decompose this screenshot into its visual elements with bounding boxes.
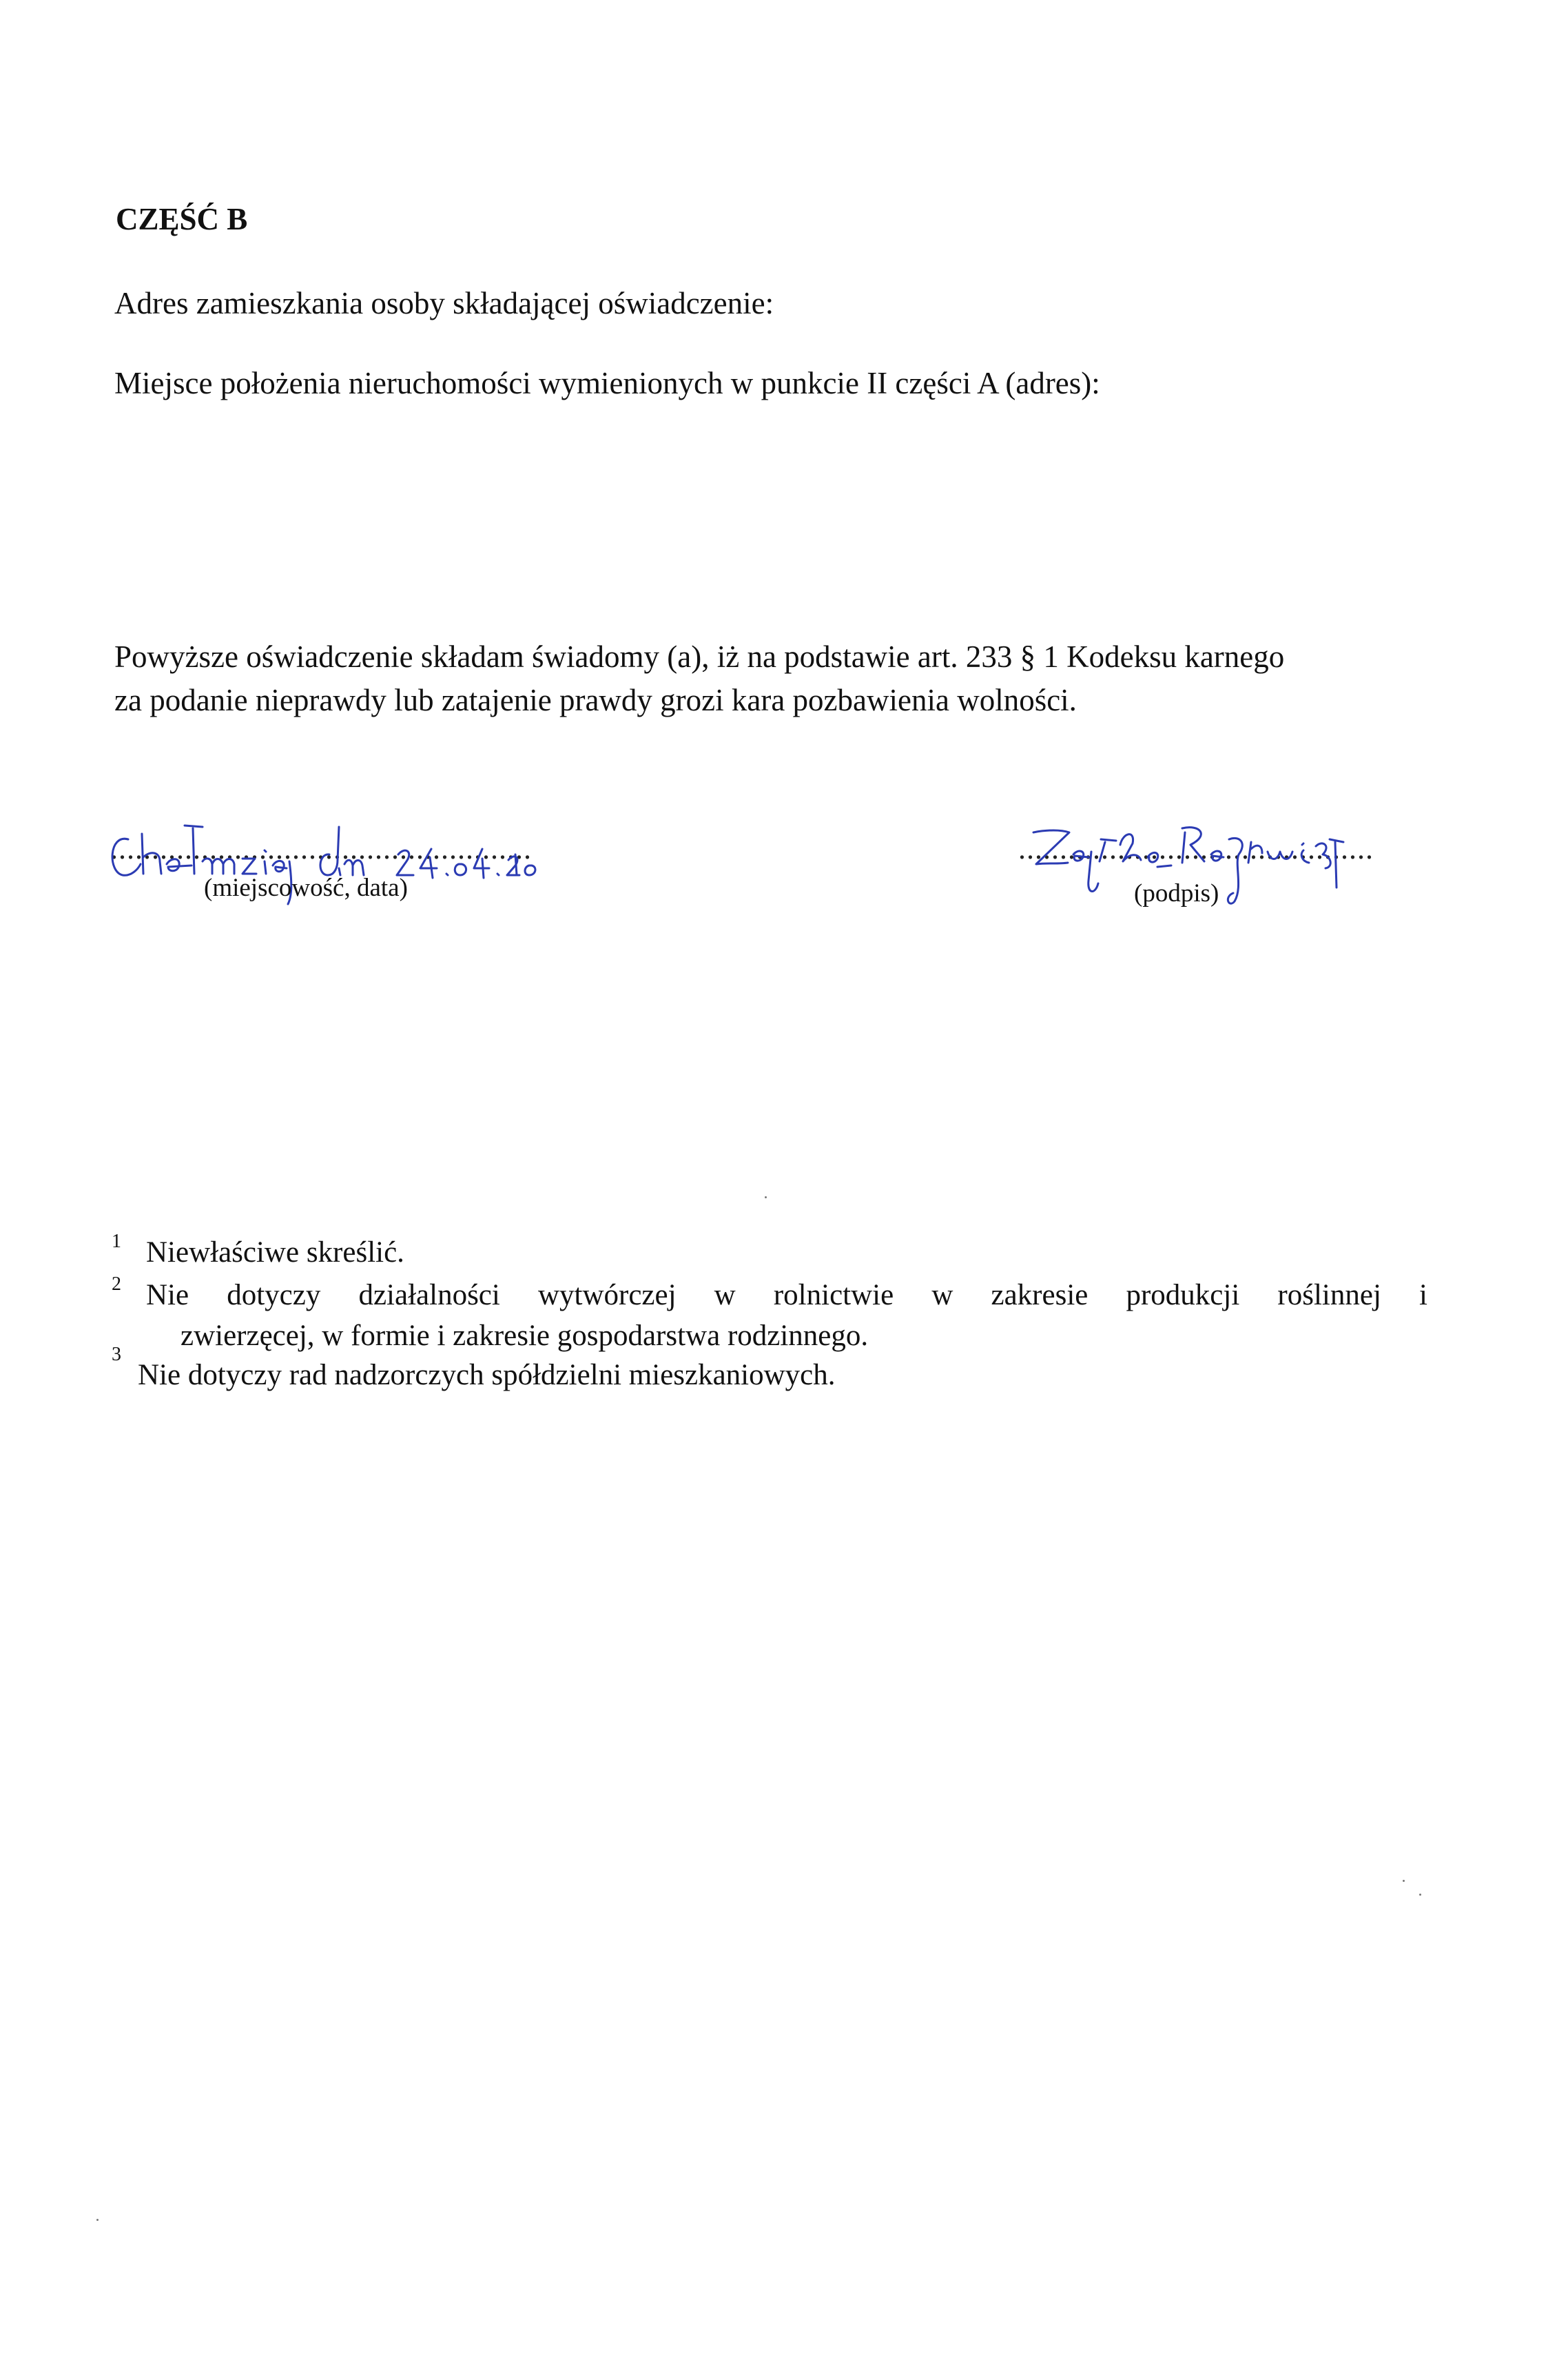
footnote-word: rolnictwie xyxy=(773,1279,894,1311)
signature-caption: (podpis) xyxy=(1134,879,1219,908)
footnote-word: w xyxy=(714,1279,736,1311)
footnote-3-number: 3 xyxy=(112,1344,121,1365)
statement-line-1: Powyższe oświadczenie składam świadomy (a), iż na podstawie art. 233 § 1 Kodeksu karnego xyxy=(114,639,1285,674)
footnote-word: działalności xyxy=(358,1279,500,1311)
footnote-2-continuation: zwierzęcej, w formie i zakresie gospodarstwa rodzinnego. xyxy=(180,1320,869,1352)
signature-dotted-line: ........................................... xyxy=(1018,832,1374,865)
footnote-word: produkcji xyxy=(1126,1279,1240,1311)
scan-speck xyxy=(765,1196,767,1198)
statement-line-2: za podanie nieprawdy lub zatajenie prawdy grozi kara pozbawienia wolności. xyxy=(114,683,1077,717)
footnote-word: i xyxy=(1419,1279,1427,1311)
place-date-caption: (miejscowość, data) xyxy=(204,874,408,902)
footnote-2-number: 2 xyxy=(112,1273,121,1295)
footnote-1-number: 1 xyxy=(112,1231,121,1252)
footnote-3-text: Nie dotyczy rad nadzorczych spółdzielni mieszkaniowych. xyxy=(138,1359,836,1391)
footnote-word: zakresie xyxy=(991,1279,1089,1311)
property-location-label: Miejsce położenia nieruchomości wymienionych w punkcie II części A (adres): xyxy=(114,366,1100,400)
scan-speck xyxy=(96,2219,99,2221)
footnote-2-text xyxy=(146,1280,1427,1310)
footnote-1-text: Niewłaściwe skreślić. xyxy=(146,1236,404,1269)
footnote-word: wytwórczej xyxy=(537,1279,677,1311)
scan-speck xyxy=(1403,1880,1405,1882)
footnote-word: w xyxy=(931,1279,953,1311)
scan-speck xyxy=(1419,1894,1421,1896)
section-heading: CZĘŚĆ B xyxy=(116,202,248,236)
footnote-word: dotyczy xyxy=(227,1279,321,1311)
footnote-word: Nie xyxy=(146,1279,189,1311)
place-date-dotted-line: ................................................... xyxy=(110,832,532,865)
footnote-word: roślinnej xyxy=(1277,1279,1381,1311)
address-label: Adres zamieszkania osoby składającej oświadczenie: xyxy=(114,286,774,320)
